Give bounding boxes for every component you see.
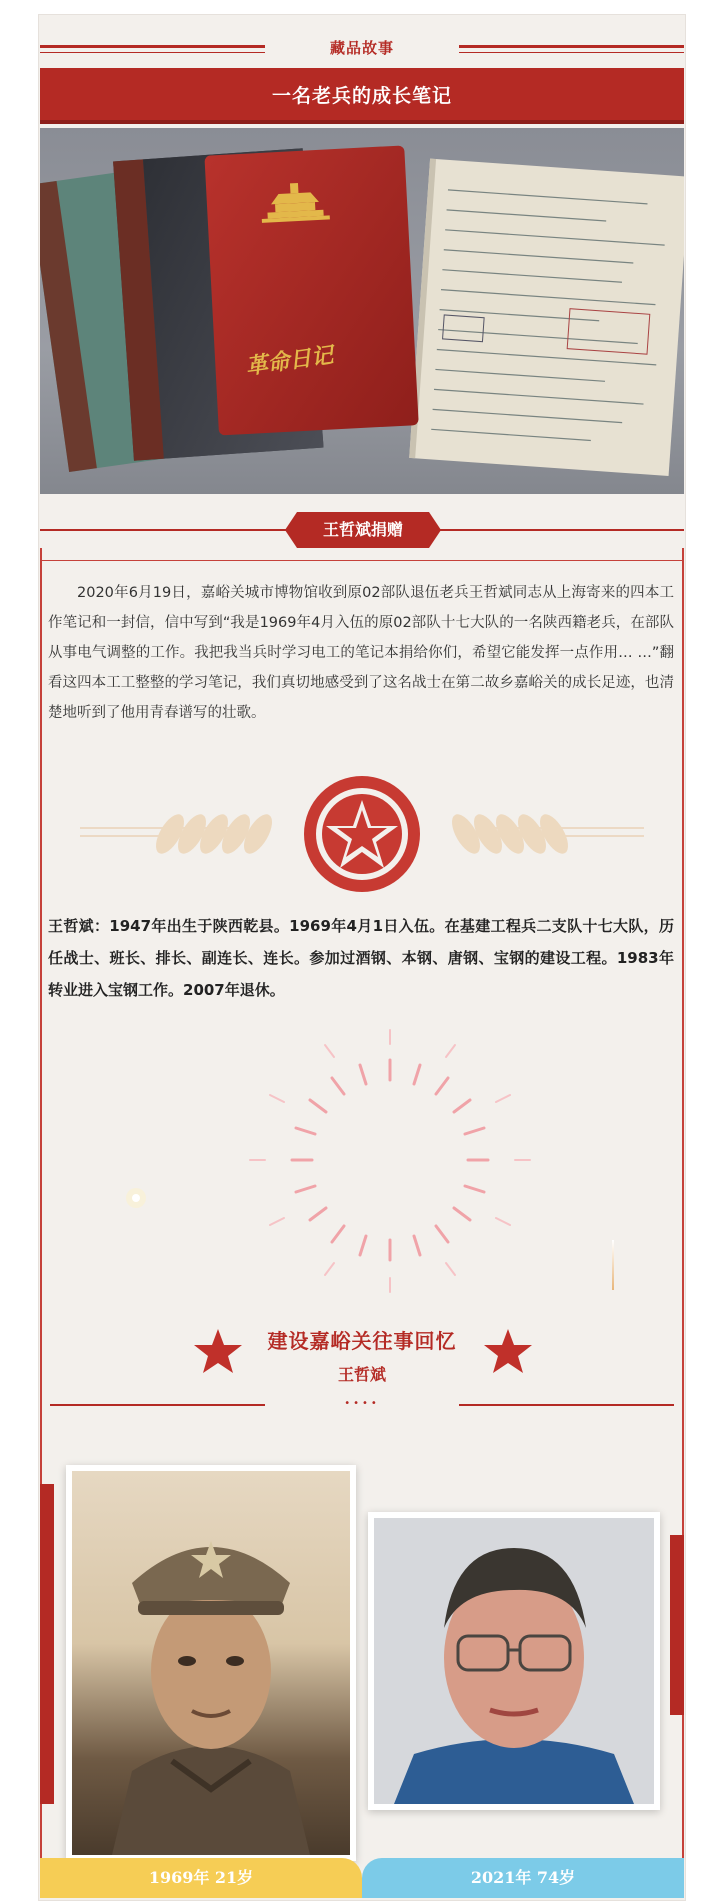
donor-rule-left bbox=[40, 529, 290, 531]
young-soldier-portrait bbox=[72, 1471, 350, 1855]
fireworks-decoration bbox=[230, 1020, 550, 1310]
donor-frame-top bbox=[40, 560, 684, 561]
wheat-right-icon bbox=[446, 810, 573, 858]
donor-rule-right bbox=[434, 529, 684, 531]
wheat-left-icon bbox=[150, 810, 277, 858]
section-kicker: 藏品故事 bbox=[329, 39, 394, 57]
red-star-badge-icon bbox=[304, 776, 420, 892]
caption-1969: 1969年 21岁 bbox=[40, 1858, 362, 1898]
star-emblem-divider bbox=[40, 770, 684, 900]
article-title: 一名老兵的成长笔记 bbox=[271, 85, 452, 107]
intro-paragraph: 2020年6月19日，嘉峪关城市博物馆收到原02部队退伍老兵王哲斌同志从上海寄来的四本工作笔记和一封信，信中写到“我是1969年4月入伍的原02部队十七大队的一名陕西籍老兵，在部队从事电气调整的工作。我把我当兵时学习电工的笔记本捐给你们，希望它能发挥一点作用… …”翻看这四本工工整整的学习笔记，我们真切地感受到了这名战士在第二故乡嘉峪关的成长足迹，也清楚地听到了他用青春谱写的壮歌。 bbox=[48, 585, 674, 721]
accent-bar-left bbox=[40, 1484, 54, 1804]
portrait-1969 bbox=[66, 1465, 356, 1861]
donor-label: 王哲斌捐赠 bbox=[322, 520, 403, 539]
title-banner bbox=[40, 68, 684, 124]
notebooks-photo bbox=[40, 128, 684, 494]
memoir-dots: •••• bbox=[344, 1398, 380, 1409]
notebooks-illustration bbox=[40, 128, 684, 494]
portrait-2021 bbox=[368, 1512, 660, 1810]
accent-bar-right bbox=[670, 1535, 684, 1715]
donor-tag bbox=[297, 512, 429, 548]
biography-paragraph: 王哲斌：1947年出生于陕西乾县。1969年4月1日入伍。在基建工程兵二支队十七大队，历任战士、班长、排长、副连长、连长。参加过酒钢、本钢、唐钢、宝钢的建设工程。1983年转业进入宝钢工作。2007年退休。 bbox=[48, 917, 674, 999]
memoir-section-title: 建设嘉峪关往事回忆 bbox=[267, 1329, 457, 1353]
memoir-author: 王哲斌 bbox=[337, 1365, 386, 1384]
caption-2021: 2021年 74岁 bbox=[362, 1858, 684, 1898]
notebook-cover-text: 革命日记 bbox=[244, 342, 335, 381]
elder-portrait bbox=[374, 1518, 654, 1804]
sparkle-icon bbox=[118, 1180, 154, 1216]
firework-trail bbox=[612, 1240, 614, 1290]
